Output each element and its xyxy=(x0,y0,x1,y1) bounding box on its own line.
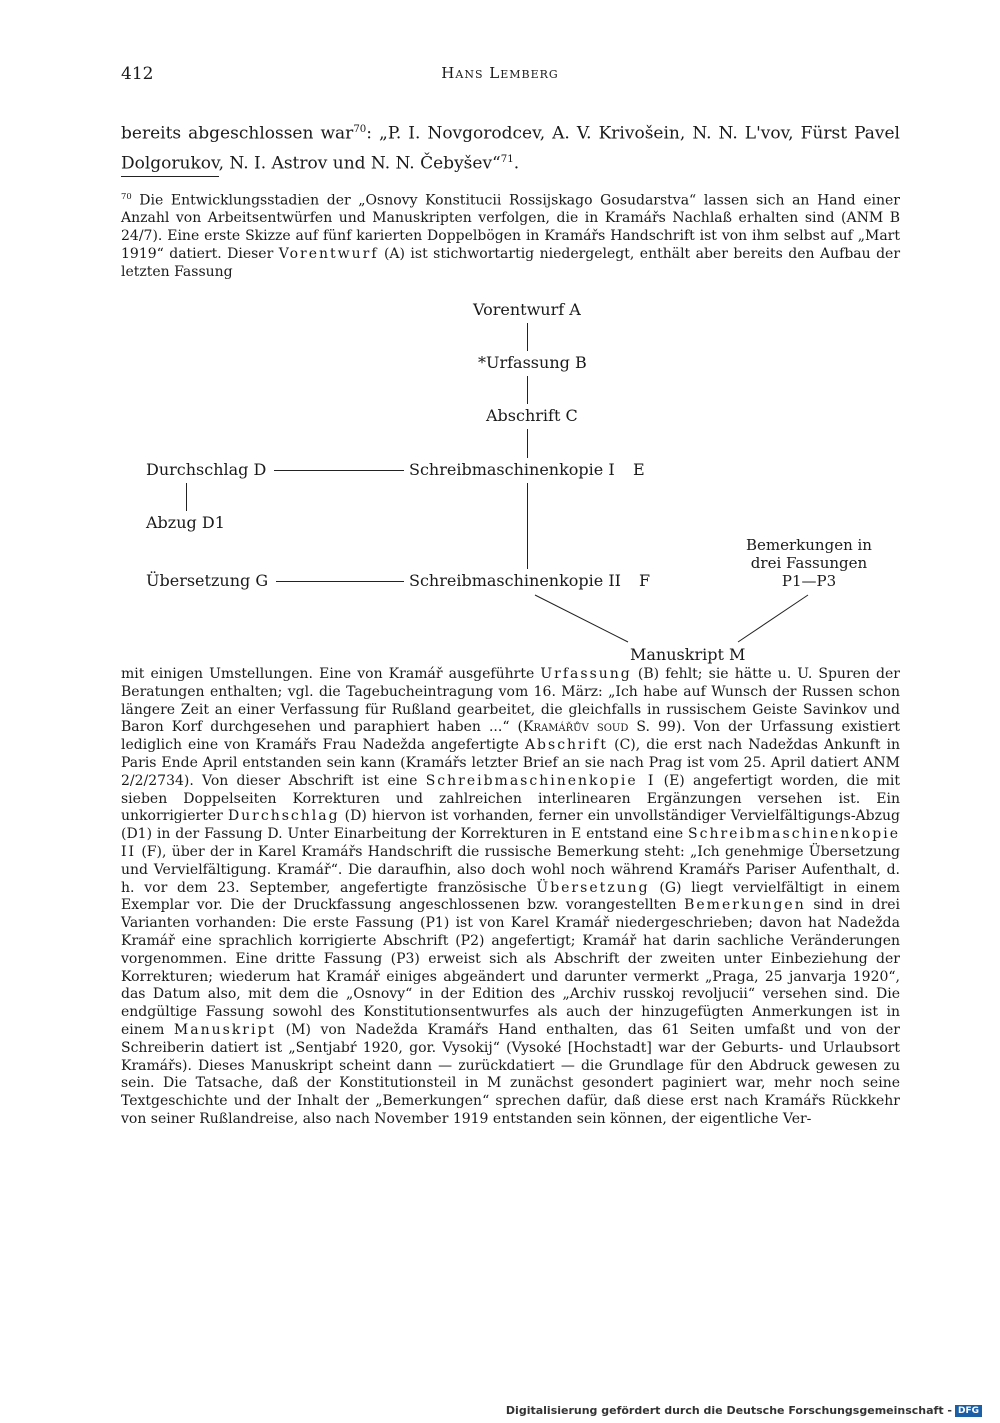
node-smk1: Schreibmaschinenkopie I xyxy=(409,460,615,479)
dfg-logo: DFG xyxy=(955,1405,982,1417)
node-smk2-letter: F xyxy=(639,571,651,590)
node-urfassung: *Urfassung B xyxy=(478,353,587,372)
fn-text-2: (B) fehlt; sie hätte u. U. Spuren der Beratungen enthalten; vgl. die Tagebucheintragung vom 16. März: „Ich habe auf Wunsch der Russen schon längere Zeit an einer Verfassung für Rußland gearbeitet, die gleichfalls in russischem Geiste Savinkov und Baron Korf durchgesehen und paraphiert haben ...“ ( xyxy=(121,666,900,736)
digitization-credit xyxy=(506,1404,982,1417)
term-smk1: Schreibmaschinenkopie I xyxy=(425,772,656,789)
fn-text-9: sind in drei Varianten vorhanden: Die erste Fassung (P1) ist von Karel Kramář niedergeschrieben; davon hat Nadežda Kramář eine sprachlich korrigierte Abschrift (P2) angefertigt; Kramář hat darin sachliche Veränderungen vorgenommen. Eine dritte Fassung (P3) erweist sich als Abschrift der zweiten unter Einbeziehung der Korrekturen; wiederum hat Kramář einiges abgeändert und darunter vermerkt „Praga, 25 janvarja 1920“, das Datum also, mit dem die „Osnovy“ in der Edition des „Archiv russkoj revoljucii“ versehen sind. Die endgültige Fassung sowohl des Konstitutionsentwurfes als auch der hinzugefügten Anmerkungen ist in einem xyxy=(121,897,901,1038)
body-text-a: bereits abgeschlossen war xyxy=(121,123,354,144)
fn-text-3: S. 99). Von der Urfassung existiert lediglich eine von Kramářs Frau Nadežda angefertigte xyxy=(121,719,901,754)
footnote-number: 70 xyxy=(121,191,132,201)
footnote-ref-70: 70 xyxy=(353,124,367,135)
footnote-rule xyxy=(121,176,219,177)
term-uebersetzung: Übersetzung xyxy=(536,879,650,896)
body-text xyxy=(121,117,900,176)
term-urfassung: Urfassung xyxy=(540,666,632,682)
footnote-70-part1 xyxy=(121,188,900,282)
footnote-ref-71: 71 xyxy=(500,153,514,165)
body-text-b: : „P. I. Novgorodcev, A. V. Krivošein, N. N. L'vov, Fürst Pavel Dolgorukov, N. I. Astrov und N. N. Čebyšev“ xyxy=(121,123,900,174)
stemma-diagram xyxy=(0,290,1000,670)
term-abschrift: Abschrift xyxy=(524,737,609,754)
term-durchschlag: Durchschlag xyxy=(227,808,340,825)
fn-text-7: (F), über der in Karel Kramářs Handschrift die russische Bemerkung steht: „Ich genehmige Übersetzung und Vervielfältigung. Kramář“. Die daraufhin, also doch wohl noch während Kramářs Pariser Aufenthalt, d. h. vor dem 23. September, angefertigte französische xyxy=(121,843,901,896)
fn-text-6: (D) hiervon ist vorhanden, ferner ein unvollständiger Vervielfältigungs-Abzug (D1) in der Fassung D. Unter Einarbeitung der Korrekturen in E entstand eine xyxy=(121,808,900,843)
footnote-text: (A) ist stichwortartig niedergelegt, enthält aber bereits den Aufbau der letzten Fassung xyxy=(121,246,901,280)
term-kramaruv-soud: Kramářův soud xyxy=(522,719,629,736)
node-abzug: Abzug D1 xyxy=(146,513,225,532)
term-manuskript: Manuskript xyxy=(173,1021,277,1038)
node-manuskript: Manuskript M xyxy=(630,645,746,664)
node-abschrift: Abschrift C xyxy=(486,406,578,425)
page-number: 412 xyxy=(121,64,154,84)
fn-text-5: (E) angefertigt worden, die mit sieben Doppelseiten Korrekturen und zahlreichen interlinearen Ergänzungen versehen ist. Ein unkorrigierter xyxy=(121,772,901,825)
footnote-text: Die Entwicklungsstadien der „Osnovy Konstitucii Rossijskago Gosudarstva“ lassen sich an Hand einer Anzahl von Arbeitsentwürfen und Manuskripten verfolgen, die in Kramářs Nachlaß erhalten sind (ANM B 24/7). Eine erste Skizze auf fünf karierten Doppelbögen in Kramářs Handschrift ist von ihm selbst auf „Mart 1919“ datiert. Dieser xyxy=(121,192,900,263)
node-uebersetzung: Übersetzung G xyxy=(146,571,269,590)
term-bemerkungen: Bemerkungen xyxy=(684,897,806,914)
bemerkungen-line1: Bemerkungen in xyxy=(746,536,872,554)
bemerkungen-line3: P1—P3 xyxy=(781,572,837,590)
edge-p-m xyxy=(738,595,808,642)
term-smk2: Schreibmaschinenkopie II xyxy=(121,826,900,860)
term-vorentwurf: Vorentwurf xyxy=(278,246,379,263)
node-smk2: Schreibmaschinenkopie II xyxy=(409,571,621,590)
fn-text-1: mit einigen Umstellungen. Eine von Kramář ausgeführte xyxy=(121,666,535,682)
node-smk1-letter: E xyxy=(633,460,645,479)
node-vorentwurf: Vorentwurf A xyxy=(473,300,581,319)
footnote-70-part2 xyxy=(121,666,900,1129)
edge-f-m xyxy=(535,595,628,642)
running-head: Hans Lemberg xyxy=(441,64,559,82)
fn-text-10: (M) von Nadežda Kramářs Hand enthalten, das 61 Seiten umfaßt und von der Schreiberin datiert ist „Sentjabŕ 1920, gor. Vysokij“ (Vysoké [Hochstadt] war der Geburts- und Urlaubsort Kramářs). Dieses Manuskript scheint dann — zurückdatiert — die Grundlage für den Abdruck gewesen zu sein. Die Tatsache, daß der Konstitutionsteil in M zunächst gesondert paginiert war, mehr noch seine Textgeschichte und der Inhalt der „Bemerkungen“ sprechen dafür, daß diese erst nach Kramářs Rückkehr von seiner Rußlandreise, also nach November 1919 entstanden sein können, der eigentliche Ver- xyxy=(121,1021,900,1127)
credit-text: Digitalisierung gefördert durch die Deutsche Forschungsgemeinschaft - xyxy=(505,1404,952,1417)
node-durchschlag: Durchschlag D xyxy=(146,460,267,479)
bemerkungen-line2: drei Fassungen xyxy=(750,554,868,572)
fn-text-8: (G) liegt vervielfältigt in einem Exemplar vor. Die der Druckfassung angeschlossenen bzw. vorangestellten xyxy=(121,879,901,914)
fn-text-4: (C), die erst nach Nadeždas Ankunft in Paris Ende April entstanden sein kann (Kramářs letzter Brief an sie nach Prag ist vom 25. April datiert ANM 2/2/2734). Von dieser Abschrift ist eine xyxy=(121,737,901,789)
diagonal-edges xyxy=(0,290,1000,670)
body-text-end: . xyxy=(513,153,520,174)
